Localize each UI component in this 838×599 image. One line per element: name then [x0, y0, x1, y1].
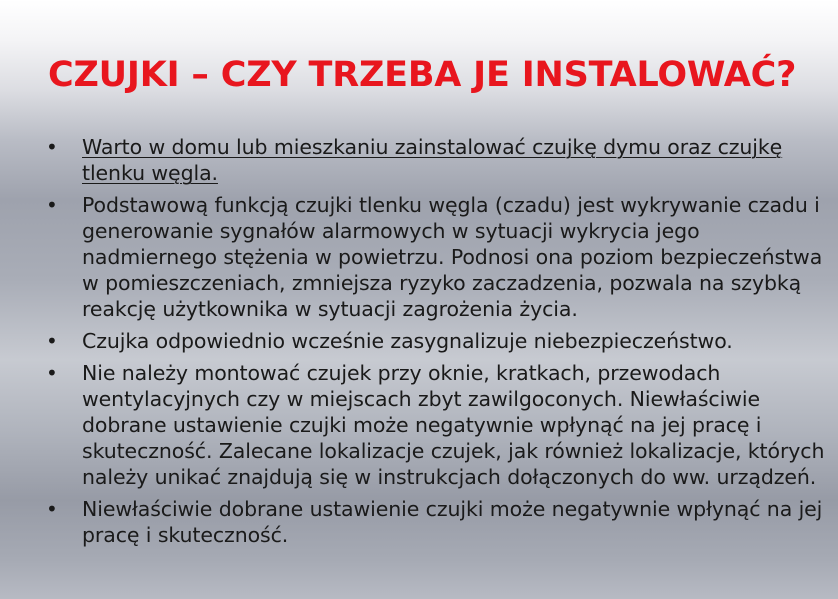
bullet-item: [0, 134, 838, 186]
bullet-text: Warto w domu lub mieszkaniu zainstalować czujkę dymu oraz czujkę tlenku węgla.: [82, 135, 783, 185]
bullet-text: Czujka odpowiednio wcześnie zasygnalizuje niebezpieczeństwo.: [82, 329, 733, 353]
bullet-text: Podstawową funkcją czujki tlenku węgla (czadu) jest wykrywanie czadu i generowanie sygnałów alarmowych w sytuacji wykrycia jego nadmiernego stężenia w powietrzu. Podnosi ona poziom bezpieczeństwa w pomieszczeniach, zmniejsza ryzyko zaczadzenia, pozwala na szybką reakcję użytkownika w sytuacji zagrożenia życia.: [82, 193, 823, 321]
bullet-item: [0, 192, 838, 322]
slide-title: CZUJKI – CZY TRZEBA JE INSTALOWAĆ?: [48, 55, 797, 95]
bullet-list: [0, 134, 838, 554]
bullet-text: Niewłaściwie dobrane ustawienie czujki może negatywnie wpłynąć na jej pracę i skuteczność.: [82, 497, 823, 547]
bullet-text: Nie należy montować czujek przy oknie, kratkach, przewodach wentylacyjnych czy w miejscach zbyt zawilgoconych. Niewłaściwie dobrane ustawienie czujki może negatywnie wpłynąć na jej pracę i skuteczność. Zalecane lokalizacje czujek, jak również lokalizacje, których należy unikać znajdują się w instrukcjach dołączonych do ww. urządzeń.: [82, 361, 825, 489]
bullet-item: [0, 360, 838, 490]
bullet-item: [0, 328, 838, 354]
bullet-item: [0, 496, 838, 548]
